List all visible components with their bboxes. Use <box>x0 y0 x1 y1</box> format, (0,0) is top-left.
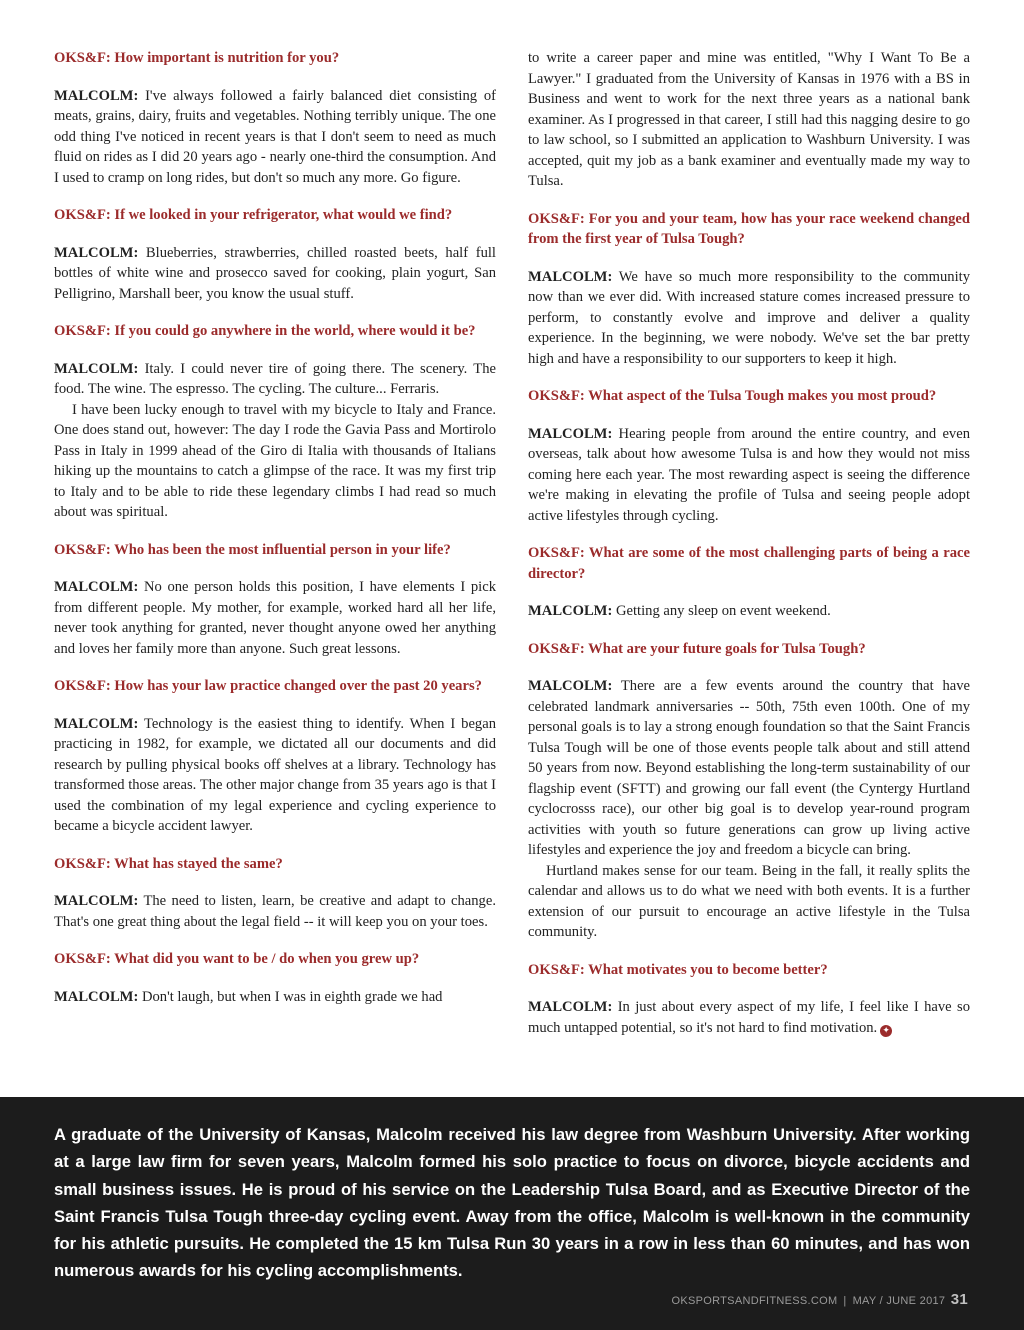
end-of-article-icon: ✦ <box>880 1025 892 1037</box>
answer-paragraph <box>54 987 496 1008</box>
answer-continuation: to write a career paper and mine was entitled, "Why I Want To Be a Lawyer." I graduated from the University of Kansas in 1976 with a BS in Business and went to work for the next three years as a national bank examiner. As I progressed in that career, I still had this nagging desire to go to law school, so I submitted an application to Washburn University. I was accepted, quit my job as a bank examiner and eventually made my way to Tulsa. <box>528 50 970 189</box>
question-heading: OKS&F: What has stayed the same? <box>54 855 283 872</box>
speaker-label: MALCOLM: <box>528 268 613 285</box>
question-heading: OKS&F: What motivates you to become better? <box>528 961 828 978</box>
answer-text-continued: Hurtland makes sense for our team. Being in the fall, it really splits the calendar and allows us to do what we need with both events. It is a further extension of our pursuit to encourage an active lifestyle in the Tulsa community. <box>528 862 970 940</box>
answer-paragraph <box>528 424 970 527</box>
speaker-label: MALCOLM: <box>54 893 139 909</box>
answer-paragraph <box>54 891 496 932</box>
right-column <box>528 48 970 1055</box>
answer-text: No one person holds this position, I have elements I pick from different people. My mother, for example, worked hard all her life, never took anything for granted, never thought anyone owed her anything and loves her family more than anyone. Such great lessons. <box>54 579 496 657</box>
footer-separator: | <box>843 1295 847 1307</box>
answer-text: The need to listen, learn, be creative and adapt to change. That's one great thing about the legal field -- it will keep you on your toes. <box>54 893 496 930</box>
speaker-label: MALCOLM: <box>54 360 139 377</box>
speaker-label: MALCOLM: <box>54 87 139 104</box>
answer-text: In just about every aspect of my life, I feel like I have so much untapped potential, so it's not hard to find motivation. <box>528 999 970 1036</box>
question-heading: OKS&F: What aspect of the Tulsa Tough makes you most proud? <box>528 388 937 404</box>
answer-text: Getting any sleep on event weekend. <box>612 603 831 619</box>
answer-text: Don't laugh, but when I was in eighth grade we had <box>138 988 443 1005</box>
answer-text-continued: I have been lucky enough to travel with my bicycle to Italy and France. One does stand out, however: The day I rode the Gavia Pass and Mortirolo Pass in Italy in 1999 ahead of the Giro di Italia with thousands of Italians hiking up the mountains to catch a glimpse of the race. It was my first trip to Italy and to be able to ride these legendary climbs I had read so much about was spiritual. <box>54 401 496 520</box>
answer-text: We have so much more responsibility to the community now than we ever did. With increased stature comes increased pressure to perform, to constantly evolve and improve and deliver a quality experience. In the beginning, we were nobody. We've set the bar pretty high and have a responsibility to our supporters to keep it high. <box>528 268 970 367</box>
left-column <box>54 48 496 1024</box>
answer-paragraph <box>54 359 496 523</box>
question-heading: OKS&F: What are some of the most challenging parts of being a race director? <box>528 545 970 582</box>
answer-paragraph <box>54 86 496 189</box>
answer-paragraph <box>54 243 496 305</box>
question-heading: OKS&F: How has your law practice changed over the past 20 years? <box>54 678 482 694</box>
speaker-label: MALCOLM: <box>54 579 139 595</box>
answer-text: Italy. I could never tire of going there. The scenery. The food. The wine. The espresso. The cycling. The culture... Ferraris. <box>54 360 496 397</box>
bio-text: A graduate of the University of Kansas, Malcolm received his law degree from Washburn University. After working at a large law firm for seven years, Malcolm formed his solo practice to focus on divorce, bicycle accidents and small business issues. He is proud of his service on the Leadership Tulsa Board, and as Executive Director of the Saint Francis Tulsa Tough three-day cycling event. Away from the office, Malcolm is well-known in the community for his athletic pursuits. He completed the 15 km Tulsa Run 30 years in a row in less than 60 minutes, and has won numerous awards for his cycling accomplishments. <box>54 1125 970 1281</box>
footer-issue: MAY / JUNE 2017 <box>852 1295 946 1307</box>
answer-paragraph <box>528 997 970 1038</box>
answer-paragraph <box>528 676 970 943</box>
answer-text: I've always followed a fairly balanced diet consisting of meats, grains, dairy, fruits and vegetables. Nothing terribly unique. The one odd thing I've noticed in recent years is that I don't seem to need as much fluid on rides as I did 20 years ago - nearly one-third the consumption. And I used to cramp on long rides, but don't so much any more. Go figure. <box>54 87 496 186</box>
page-footer <box>672 1291 969 1308</box>
speaker-label: MALCOLM: <box>528 999 613 1015</box>
speaker-label: MALCOLM: <box>54 988 139 1005</box>
footer-site: OKSPORTSANDFITNESS.COM <box>671 1295 838 1307</box>
question-heading: OKS&F: For you and your team, how has your race weekend changed from the first year of Tulsa Tough? <box>528 210 970 247</box>
question-heading: OKS&F: If we looked in your refrigerator, what would we find? <box>54 207 453 223</box>
speaker-label: MALCOLM: <box>54 244 139 261</box>
question-heading: OKS&F: Who has been the most influential person in your life? <box>54 541 451 558</box>
speaker-label: MALCOLM: <box>54 715 139 732</box>
answer-paragraph <box>54 714 496 837</box>
question-heading: OKS&F: How important is nutrition for you? <box>54 50 340 66</box>
answer-text: Blueberries, strawberries, chilled roasted beets, half full bottles of white wine and prosecco saved for cooking, plain yogurt, San Pelligrino, Marshall beer, you know the usual stuff. <box>54 244 496 302</box>
question-heading: OKS&F: What did you want to be / do when you grew up? <box>54 951 420 967</box>
speaker-label: MALCOLM: <box>528 678 613 694</box>
answer-text: Technology is the easiest thing to identify. When I began practicing in 1982, for example, we dictated all our documents and did research by pulling physical books off shelves at a library. Technology has transformed those areas. The other major change from 35 years ago is that I used the combination of my legal experience and cycling experience to became a bicycle accident lawyer. <box>54 715 496 834</box>
speaker-label: MALCOLM: <box>528 603 613 619</box>
answer-paragraph <box>528 601 970 622</box>
question-heading: OKS&F: If you could go anywhere in the world, where would it be? <box>54 323 476 339</box>
speaker-label: MALCOLM: <box>528 425 613 442</box>
answer-paragraph <box>528 267 970 370</box>
answer-text: There are a few events around the country that have celebrated landmark anniversaries -- 50th, 75th even 100th. One of my personal goals is to lay a strong enough foundation so that the Saint Francis Tulsa Tough will be one of those events people talk about and still attend 50 years from now. Beyond establishing the long-term sustainability of our flagship event (SFTT) and growing our fall event (the Cyntergy Hurtland cyclocrosss race), our other big goal is to develop year-round program activities with youth so future generations can grow up living active lifestyles and experience the joy and freedom a bicycle can bring. <box>528 678 970 858</box>
question-heading: OKS&F: What are your future goals for Tulsa Tough? <box>528 640 866 657</box>
answer-paragraph <box>54 577 496 659</box>
page-number: 31 <box>950 1291 968 1308</box>
answer-text: Hearing people from around the entire country, and even overseas, talk about how awesome Tulsa is and how they would not miss coming here each year. The most rewarding aspect is seeing the difference we're making in elevating the profile of Tulsa and seeing people adopt active lifestyles through cycling. <box>528 425 970 524</box>
